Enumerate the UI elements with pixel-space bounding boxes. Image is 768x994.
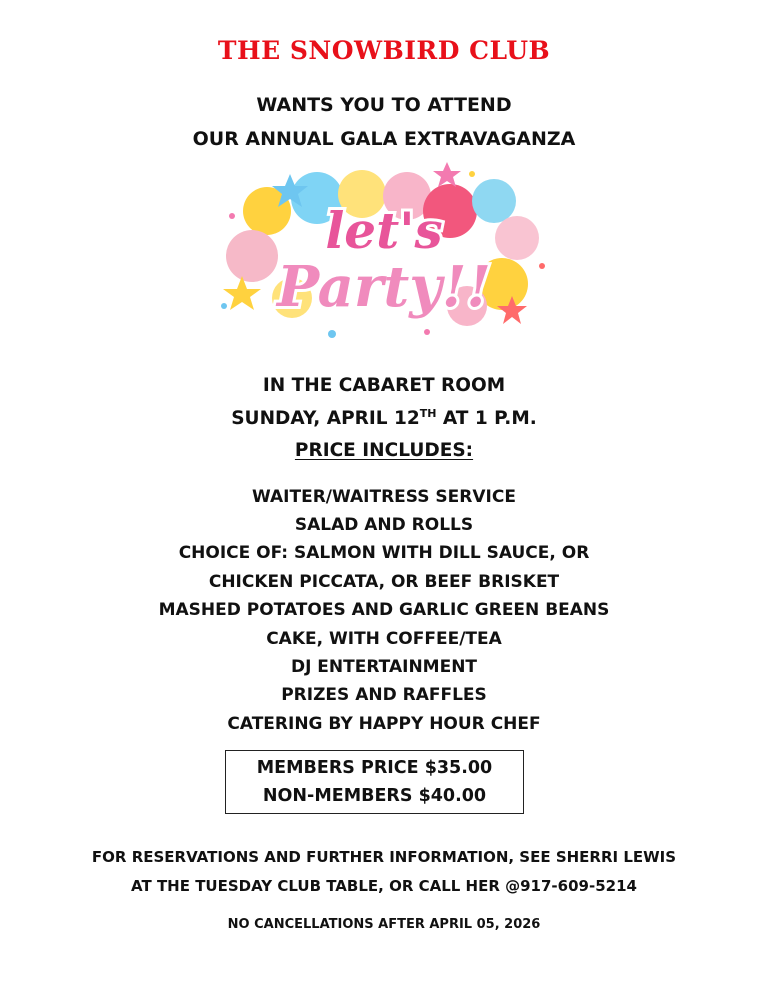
date-ordinal: TH: [419, 407, 437, 420]
list-item: MASHED POTATOES AND GARLIC GREEN BEANS: [158, 600, 610, 620]
lets-party-banner: [212, 156, 556, 346]
cancellation-notice: NO CANCELLATIONS AFTER APRIL 05, 2026: [227, 917, 541, 932]
list-item: CHOICE OF: SALMON WITH DILL SAUCE, OR: [178, 543, 590, 563]
event-location: IN THE CABARET ROOM: [262, 375, 506, 396]
invite-line-1: WANTS YOU TO ATTEND: [256, 94, 512, 116]
list-item: CAKE, WITH COFFEE/TEA: [266, 629, 502, 649]
invite-line-2: OUR ANNUAL GALA EXTRAVAGANZA: [192, 128, 576, 150]
balloon-shape: [226, 230, 278, 282]
non-members-price: NON-MEMBERS $40.00: [262, 786, 487, 806]
star-icon: [433, 162, 461, 187]
price-includes-heading: PRICE INCLUDES:: [294, 440, 474, 461]
banner-text-party: Party!!: [277, 254, 491, 320]
banner-text-lets: let's: [325, 201, 443, 260]
club-name-title: THE SNOWBIRD CLUB: [217, 36, 551, 65]
list-item: CHICKEN PICCATA, OR BEEF BRISKET: [208, 572, 560, 592]
event-time: AT 1 P.M.: [436, 408, 537, 429]
price-box: [225, 750, 524, 814]
reservation-line-2: AT THE TUESDAY CLUB TABLE, OR CALL HER @917-609-5214: [131, 877, 637, 895]
balloon-shape: [495, 216, 539, 260]
members-price: MEMBERS PRICE $35.00: [256, 758, 493, 778]
event-date-time: [0, 407, 768, 429]
list-item: DJ ENTERTAINMENT: [290, 657, 478, 677]
balloon-shape: [472, 179, 516, 223]
list-item: WAITER/WAITRESS SERVICE: [252, 487, 516, 507]
list-item: PRIZES AND RAFFLES: [281, 685, 487, 705]
event-date: SUNDAY, APRIL 12: [231, 408, 420, 429]
reservation-line-1: FOR RESERVATIONS AND FURTHER INFORMATION, SEE SHERRI LEWIS: [91, 848, 677, 866]
list-item: SALAD AND ROLLS: [294, 515, 474, 535]
list-item: CATERING BY HAPPY HOUR CHEF: [227, 714, 541, 734]
